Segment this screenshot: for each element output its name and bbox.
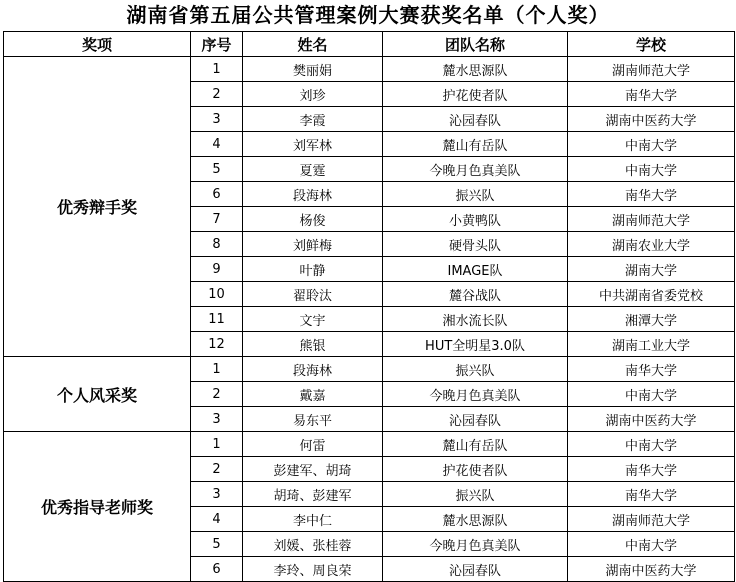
person-name: 夏霆	[243, 157, 383, 182]
row-number: 11	[191, 307, 243, 332]
school-name: 中南大学	[568, 132, 735, 157]
row-number: 10	[191, 282, 243, 307]
person-name: 刘军林	[243, 132, 383, 157]
school-name: 湖南中医药大学	[568, 557, 735, 582]
person-name: 彭建军、胡琦	[243, 457, 383, 482]
team-name: 硬骨头队	[383, 232, 568, 257]
school-name: 南华大学	[568, 182, 735, 207]
school-name: 湖南中医药大学	[568, 107, 735, 132]
row-number: 4	[191, 507, 243, 532]
school-name: 湖南师范大学	[568, 507, 735, 532]
person-name: 李霞	[243, 107, 383, 132]
person-name: 杨俊	[243, 207, 383, 232]
person-name: 段海林	[243, 182, 383, 207]
award-category: 个人风采奖	[4, 357, 191, 432]
row-number: 1	[191, 57, 243, 82]
award-category: 优秀指导老师奖	[4, 432, 191, 582]
row-number: 6	[191, 182, 243, 207]
person-name: 刘鲜梅	[243, 232, 383, 257]
table-row	[4, 357, 735, 382]
school-name: 湖南农业大学	[568, 232, 735, 257]
header-team: 团队名称	[383, 32, 568, 57]
team-name: 麓水思源队	[383, 507, 568, 532]
page-title: 湖南省第五届公共管理案例大赛获奖名单（个人奖）	[126, 3, 610, 27]
school-name: 南华大学	[568, 357, 735, 382]
person-name: 熊银	[243, 332, 383, 357]
header-school: 学校	[568, 32, 735, 57]
award-table	[3, 31, 735, 582]
team-name: IMAGE队	[383, 257, 568, 282]
row-number: 1	[191, 432, 243, 457]
team-name: 麓水思源队	[383, 57, 568, 82]
header-name: 姓名	[243, 32, 383, 57]
team-name: 沁园春队	[383, 557, 568, 582]
school-name: 南华大学	[568, 457, 735, 482]
person-name: 叶静	[243, 257, 383, 282]
row-number: 5	[191, 157, 243, 182]
row-number: 3	[191, 482, 243, 507]
row-number: 3	[191, 407, 243, 432]
school-name: 中南大学	[568, 157, 735, 182]
row-number: 7	[191, 207, 243, 232]
row-number: 2	[191, 457, 243, 482]
row-number: 6	[191, 557, 243, 582]
row-number: 3	[191, 107, 243, 132]
row-number: 2	[191, 82, 243, 107]
school-name: 中南大学	[568, 432, 735, 457]
person-name: 刘媛、张桂蓉	[243, 532, 383, 557]
header-no: 序号	[191, 32, 243, 57]
person-name: 何雷	[243, 432, 383, 457]
row-number: 4	[191, 132, 243, 157]
team-name: 沁园春队	[383, 407, 568, 432]
row-number: 9	[191, 257, 243, 282]
person-name: 戴嘉	[243, 382, 383, 407]
header-row	[4, 32, 735, 57]
school-name: 南华大学	[568, 82, 735, 107]
team-name: 今晚月色真美队	[383, 382, 568, 407]
school-name: 中共湖南省委党校	[568, 282, 735, 307]
person-name: 李中仁	[243, 507, 383, 532]
person-name: 段海林	[243, 357, 383, 382]
person-name: 翟聆汰	[243, 282, 383, 307]
team-name: 沁园春队	[383, 107, 568, 132]
person-name: 文宇	[243, 307, 383, 332]
team-name: 护花使者队	[383, 82, 568, 107]
team-name: 今晚月色真美队	[383, 532, 568, 557]
team-name: 小黄鸭队	[383, 207, 568, 232]
team-name: 振兴队	[383, 482, 568, 507]
team-name: 麓谷战队	[383, 282, 568, 307]
person-name: 胡琦、彭建军	[243, 482, 383, 507]
school-name: 湖南师范大学	[568, 57, 735, 82]
header-award: 奖项	[4, 32, 191, 57]
person-name: 易东平	[243, 407, 383, 432]
table-body	[4, 57, 735, 582]
team-name: 湘水流长队	[383, 307, 568, 332]
school-name: 中南大学	[568, 382, 735, 407]
table-row	[4, 57, 735, 82]
team-name: 振兴队	[383, 182, 568, 207]
row-number: 1	[191, 357, 243, 382]
person-name: 樊丽娟	[243, 57, 383, 82]
table-row	[4, 432, 735, 457]
row-number: 12	[191, 332, 243, 357]
team-name: 今晚月色真美队	[383, 157, 568, 182]
team-name: 振兴队	[383, 357, 568, 382]
school-name: 湖南大学	[568, 257, 735, 282]
person-name: 李玲、周良荣	[243, 557, 383, 582]
school-name: 南华大学	[568, 482, 735, 507]
school-name: 湖南中医药大学	[568, 407, 735, 432]
team-name: 护花使者队	[383, 457, 568, 482]
team-name: 麓山有岳队	[383, 132, 568, 157]
school-name: 湖南师范大学	[568, 207, 735, 232]
school-name: 中南大学	[568, 532, 735, 557]
school-name: 湖南工业大学	[568, 332, 735, 357]
team-name: 麓山有岳队	[383, 432, 568, 457]
row-number: 5	[191, 532, 243, 557]
award-category: 优秀辩手奖	[4, 57, 191, 357]
school-name: 湘潭大学	[568, 307, 735, 332]
person-name: 刘珍	[243, 82, 383, 107]
row-number: 2	[191, 382, 243, 407]
team-name: HUT全明星3.0队	[383, 332, 568, 357]
row-number: 8	[191, 232, 243, 257]
